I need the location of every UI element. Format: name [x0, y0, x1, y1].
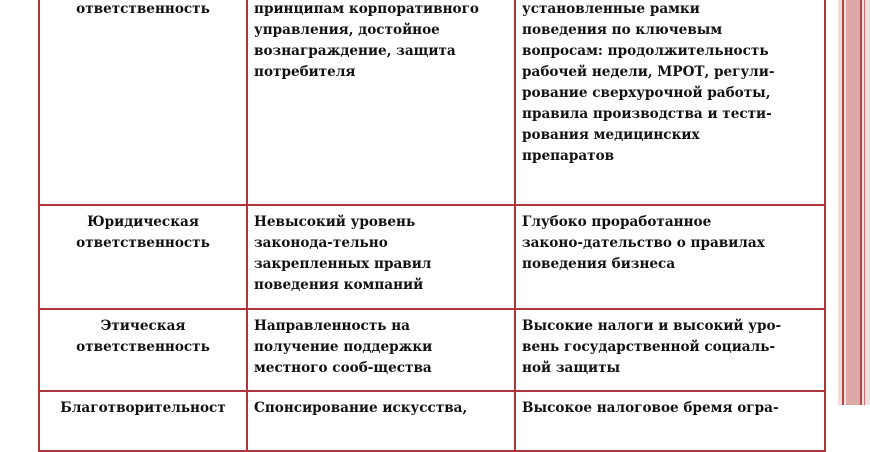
row-label: Юридическая ответственность [76, 214, 210, 251]
row-label: ответственность [76, 1, 210, 17]
cell-text: Высокое налоговое бремя огра- [522, 400, 779, 416]
slide-frame-line [860, 0, 862, 405]
table-row [39, 0, 825, 205]
slide-frame-band [846, 0, 860, 405]
table-cell [515, 0, 825, 205]
row-label: Этическая ответственность [76, 318, 210, 355]
cell-text: Направленность на получение поддержки местного сооб-щества [254, 318, 433, 376]
cell-text: Высокие налоги и высокий уро- вень государственной социаль- ной защиты [522, 318, 782, 376]
slide-frame-line [842, 0, 844, 405]
cell-text: Глубоко проработанное законо-дательство о правилах поведения бизнеса [522, 214, 765, 272]
table-cell [515, 309, 825, 391]
row-label-cell [39, 391, 247, 451]
comparison-table-wrapper [38, 0, 826, 452]
slide-frame-line [864, 0, 865, 405]
table-cell [247, 391, 515, 451]
row-label: Благотворительност [60, 400, 226, 416]
table-row [39, 205, 825, 309]
cell-text: Спонсирование искусства, [254, 400, 468, 416]
table-cell [247, 309, 515, 391]
cell-text: принципам корпоративного управления, достойное вознаграждение, защита потребителя [254, 1, 479, 80]
cell-text: установленные рамки поведения по ключевым вопросам: продолжительность рабочей недели, МРОТ, регули- рование сверхурочной работы, правила производства и тести- рования медицинских препаратов [522, 1, 775, 164]
cell-text: Невысокий уровень законода-тельно закрепленных правил поведения компаний [254, 214, 432, 293]
table-cell [247, 0, 515, 205]
row-label-cell [39, 0, 247, 205]
table-cell [247, 205, 515, 309]
table-row [39, 391, 825, 451]
table-cell [515, 205, 825, 309]
row-label-cell [39, 205, 247, 309]
table-cell [515, 391, 825, 451]
comparison-table [38, 0, 826, 452]
table-row [39, 309, 825, 391]
row-label-cell [39, 309, 247, 391]
